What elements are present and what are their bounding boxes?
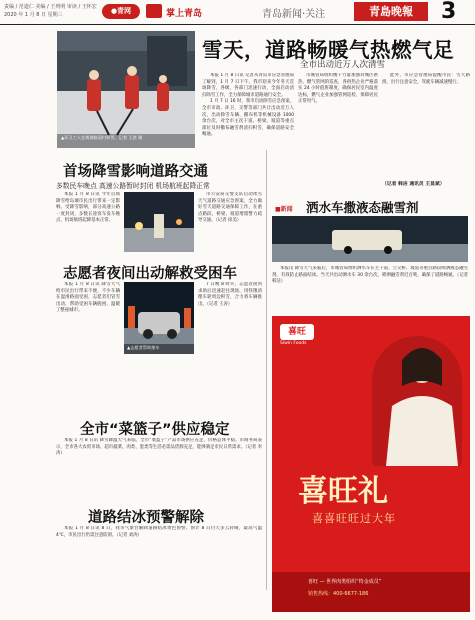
sprinkler-headline: 洒水车撒液态融雪剂 bbox=[306, 200, 419, 215]
volunteer-photo bbox=[124, 282, 194, 354]
traffic-paragraph: 本报 1 月 8 日讯 今年首场降雪给岛城市民出行带来一定影响。受降雪影响，部分高速公路一度封闭，多数长途客车发车晚点，机场航班起降基本正常。 bbox=[56, 192, 120, 224]
volunteer-paragraph: 7 日晚 8 时许，志愿者接到求助后迅速赶往现场，用铁锹清理车轮周边积雪，合力将车辆推出。（记者 王涛） bbox=[198, 282, 262, 307]
ad-slogan: 喜喜旺旺过大年 bbox=[312, 512, 396, 525]
ad-footer-line1: 喜旺 — 世界肉类组织“终金成员” bbox=[308, 579, 382, 585]
lead-body-col2 bbox=[298, 73, 378, 195]
editor-line: 责编 / 范道仁 美编 / 王列明 审读 / 王怀宏 bbox=[4, 4, 97, 10]
volunteer-body-col3 bbox=[198, 282, 262, 362]
roads-body bbox=[56, 526, 262, 566]
news-tag: ■新闻 bbox=[275, 206, 293, 213]
qingwang-logo: ●青网 bbox=[102, 4, 140, 19]
traffic-paragraph: 市公安局交警支队启动冰雪天气道路交通应急预案，全力做好雪天道路交通保障工作，在重点路段、桥梁、坡道增派警力疏导交通。（记者 徐美） bbox=[198, 192, 262, 224]
lead-paragraph: 本报 1 月 8 日讯 记者从青岛市应急管理局了解到，1 月 7 日下午，我市迎来今年冬天首场降雪，各级、各部门迅速行动，全面启动清扫除雪工作，全力保障城市道路通行安全。 bbox=[202, 73, 294, 98]
traffic-subheadline: 多数民车晚点 高速公路暂时封闭 机场航班起降正常 bbox=[56, 182, 210, 190]
lead-paragraph: 1 月 7 日 16 时，我市启动除雪应急预案，全市市政、环卫、交警等部门共计出动近万人次，出动除雪车辆、撒布机等机械设备 1000 余台次，对全市主次干道、桥梁、坡道等重点部位及时撒布融雪剂清扫积雪，确保道路安全畅通。 bbox=[202, 99, 294, 138]
vegetable-body bbox=[56, 438, 262, 498]
spokesperson-photo bbox=[372, 336, 462, 466]
volunteer-photo-caption: ▲志愿者帮助推车 bbox=[127, 345, 160, 350]
column-divider bbox=[266, 150, 267, 590]
vegetable-paragraph: 本报 1 月 8 日讯 降雪降温天气来临，全市“菜篮子”产品市场供应充足，价格总体平稳。市商务局表示，全市各大农贸市场、超市蔬菜、肉类、蛋类等生活必需品货源充足，能够满足市民日常需求。（记者 李涛） bbox=[56, 438, 262, 457]
lead-photo-caption: ▲环卫工人在黄海路清扫积雪。记者 王滨 摄 bbox=[61, 135, 143, 140]
sprinkler-photo bbox=[272, 216, 468, 262]
lead-byline: （记者 韩洁 通讯员 王显斌） bbox=[382, 182, 445, 187]
roads-headline: 道路结冰预警解除 bbox=[88, 510, 204, 526]
siwin-advert bbox=[272, 316, 470, 612]
lead-body-col3 bbox=[382, 73, 470, 179]
page-number: 3 bbox=[441, 0, 457, 24]
traffic-photo bbox=[124, 192, 194, 252]
lead-paragraph: 市城管局组织精干力量加强对城区供热、燃气管网的巡查，各供热企业严格落实 24 小时值班制度，确保居民室内温度达标，燃气企业加强管网巡检，保障居民正常用气。 bbox=[298, 73, 378, 105]
traffic-body-col1 bbox=[56, 192, 120, 252]
lead-headline: 雪天，道路畅暖气热燃气足 bbox=[202, 38, 454, 62]
siwin-brand-en: Siwin Foods bbox=[280, 341, 307, 346]
lead-body-col1 bbox=[202, 73, 294, 195]
volunteer-body-col1 bbox=[56, 282, 120, 362]
ad-footer-line2: 销售热线：400-6677-186 bbox=[308, 591, 369, 597]
app-brand: 掌上青岛 bbox=[166, 9, 203, 19]
sprinkler-paragraph: 本报讯 降雪天气来临后，市城管局组织洒水车在主干道、立交桥、坡道等重点路段喷洒液态融雪剂，有效防止路面结冰。当天共出动洒水车 30 余台次，喷洒融雪剂近百吨，确保了道路畅通。（记者 韩洁） bbox=[272, 266, 468, 285]
app-icon bbox=[146, 4, 162, 18]
section-title: 青岛新闻·关注 bbox=[262, 9, 326, 20]
roads-paragraph: 本报 1 月 8 日讯 8 日，我市气象台解除道路结冰黄色预警。预计 8 日白天多云转晴，最高气温 4℃，市民出行仍需注意防滑。（记者 刘涛） bbox=[56, 526, 262, 538]
lead-subheadline: 全市出动近万人次清雪 bbox=[300, 60, 386, 70]
header-divider bbox=[0, 24, 475, 25]
newspaper-logo: 青島晚報 bbox=[354, 2, 428, 21]
sprinkler-body bbox=[272, 266, 468, 310]
vegetable-headline: 全市“菜篮子”供应稳定 bbox=[80, 422, 230, 438]
traffic-headline: 首场降雪影响道路交通 bbox=[63, 164, 208, 180]
traffic-body-col3 bbox=[198, 192, 262, 252]
lead-photo bbox=[57, 31, 195, 148]
volunteer-headline: 志愿者夜间出动解救受困车 bbox=[63, 266, 237, 282]
ad-slogan-big: 喜旺礼 bbox=[298, 474, 388, 509]
siwin-logo: 喜旺 bbox=[280, 324, 314, 340]
lead-paragraph: 此外，市应急管理局提醒市民：雪天路滑，出行注意安全，驾驶车辆减速慢行。 bbox=[382, 73, 470, 85]
issue-date: 2020 年 1 月 8 日 星期三 bbox=[4, 12, 63, 18]
volunteer-paragraph: 本报 1 月 8 日讯 降雪天气给市民出行带来不便，不少车辆在湿滑路面受困，志愿者们冒雪出动，帮助受困车辆脱困，温暖了整座城市。 bbox=[56, 282, 120, 314]
